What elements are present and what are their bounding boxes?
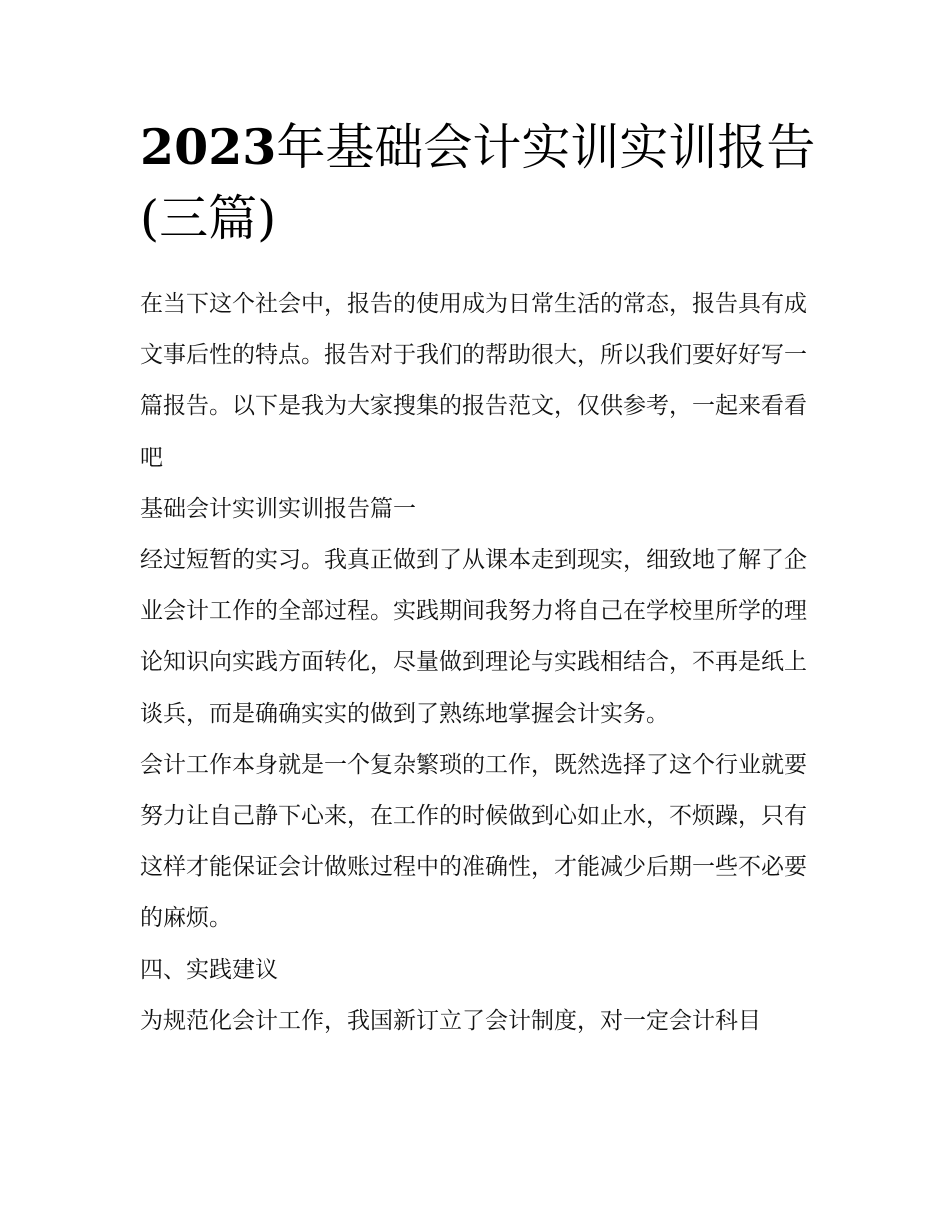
- body-paragraph: 会计工作本身就是一个复杂繁琐的工作，既然选择了这个行业就要努力让自己静下心来，在工作的时候做到心如止水，不烦躁，只有这样才能保证会计做账过程中的准确性，才能减少后期一些不必要的麻烦。: [140, 751, 807, 932]
- title-year: 2023: [140, 118, 277, 176]
- document-body: [140, 279, 820, 1047]
- body-paragraph: 为规范化会计工作，我国新订立了会计制度，对一定会计科目: [140, 1007, 761, 1034]
- document-title: [140, 112, 830, 254]
- intro-paragraph: 在当下这个社会中，报告的使用成为日常生活的常态，报告具有成文事后性的特点。报告对于我们的帮助很大，所以我们要好好写一篇报告。以下是我为大家搜集的报告范文，仅供参考，一起来看看吧: [140, 291, 807, 471]
- title-text: 年基础会计实训实训报告(三篇): [140, 119, 816, 247]
- body-paragraph: 经过短暂的实习。我真正做到了从课本走到现实，细致地了解了企业会计工作的全部过程。实践期间我努力将自己在学校里所学的理论知识向实践方面转化，尽量做到理论与实践相结合，不再是纸上谈兵，而是确确实实的做到了熟练地掌握会计实务。: [140, 547, 807, 727]
- section-heading-part-one: 基础会计实训实训报告篇一: [140, 495, 416, 522]
- section-heading-suggestions: 四、实践建议: [140, 956, 278, 983]
